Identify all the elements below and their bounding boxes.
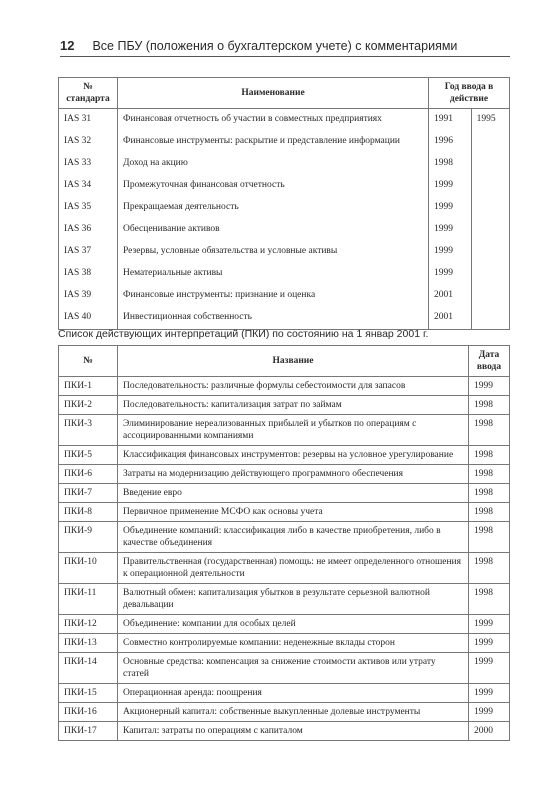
- table-row: [59, 684, 510, 703]
- table-header-row: [59, 346, 510, 377]
- effective-date: 1998: [469, 396, 510, 415]
- effective-date: 1998: [469, 522, 510, 553]
- interpretation-code: ПКИ-1: [59, 377, 118, 396]
- effective-year: 2001: [429, 307, 472, 330]
- table-row: [59, 484, 510, 503]
- interpretation-name: Акционерный капитал: собственные выкупленные долевые инструменты: [118, 703, 469, 722]
- table-row: [59, 634, 510, 653]
- effective-year: 1999: [429, 219, 472, 241]
- effective-date: 1998: [469, 503, 510, 522]
- effective-year: 1991: [429, 109, 472, 132]
- interpretation-code: ПКИ-12: [59, 615, 118, 634]
- interpretation-name: Правительственная (государственная) помощь: не имеет определенного отношения к операционной деятельности: [118, 553, 469, 584]
- interpretation-name: Объединение: компании для особых целей: [118, 615, 469, 634]
- revised-year: [471, 153, 509, 175]
- table-row: [59, 722, 510, 741]
- revised-year: [471, 241, 509, 263]
- standard-code: IAS 31: [59, 109, 118, 132]
- standard-name: Обесценивание активов: [118, 219, 429, 241]
- revised-year: [471, 307, 509, 330]
- interpretation-code: ПКИ-9: [59, 522, 118, 553]
- column-header: Год ввода в действие: [429, 78, 510, 109]
- interpretations-subtitle: Список действующих интерпретаций (ПКИ) по состоянию на 1 январ 2001 г.: [58, 328, 429, 340]
- table-row: [59, 175, 510, 197]
- interpretation-code: ПКИ-2: [59, 396, 118, 415]
- interpretation-code: ПКИ-3: [59, 415, 118, 446]
- standard-code: IAS 33: [59, 153, 118, 175]
- interpretation-name: Последовательность: различные формулы себестоимости для запасов: [118, 377, 469, 396]
- table-row: [59, 153, 510, 175]
- table-row: [59, 522, 510, 553]
- interpretation-code: ПКИ-14: [59, 653, 118, 684]
- table-row: [59, 241, 510, 263]
- table-row: [59, 703, 510, 722]
- table-row: [59, 109, 510, 132]
- revised-year: [471, 175, 509, 197]
- table-row: [59, 219, 510, 241]
- effective-date: 1999: [469, 377, 510, 396]
- interpretation-name: Совместно контролируемые компании: неденежные вклады сторон: [118, 634, 469, 653]
- table-row: [59, 377, 510, 396]
- effective-date: 1999: [469, 634, 510, 653]
- revised-year: [471, 263, 509, 285]
- standard-code: IAS 35: [59, 197, 118, 219]
- effective-year: 1998: [429, 153, 472, 175]
- standard-code: IAS 34: [59, 175, 118, 197]
- page-header: [60, 38, 510, 57]
- interpretation-code: ПКИ-5: [59, 446, 118, 465]
- interpretation-code: ПКИ-17: [59, 722, 118, 741]
- page-number: 12: [60, 38, 75, 53]
- table-row: [59, 263, 510, 285]
- standard-code: IAS 36: [59, 219, 118, 241]
- effective-date: 1998: [469, 446, 510, 465]
- standard-code: IAS 39: [59, 285, 118, 307]
- effective-date: 1998: [469, 553, 510, 584]
- standard-code: IAS 32: [59, 131, 118, 153]
- table-row: [59, 415, 510, 446]
- effective-year: 1999: [429, 241, 472, 263]
- interpretation-code: ПКИ-11: [59, 584, 118, 615]
- interpretation-name: Основные средства: компенсация за снижение стоимости активов или утрату статей: [118, 653, 469, 684]
- effective-year: 1996: [429, 131, 472, 153]
- effective-date: 1998: [469, 484, 510, 503]
- standard-code: IAS 40: [59, 307, 118, 330]
- interpretation-name: Классификация финансовых инструментов: резервы на условное урегулирование: [118, 446, 469, 465]
- interpretation-code: ПКИ-8: [59, 503, 118, 522]
- standard-name: Нематериальные активы: [118, 263, 429, 285]
- interpretation-name: Последовательность: капитализация затрат по займам: [118, 396, 469, 415]
- interpretation-name: Капитал: затраты по операциям с капиталом: [118, 722, 469, 741]
- effective-date: 1998: [469, 584, 510, 615]
- column-header: №: [59, 346, 118, 377]
- table-row: [59, 553, 510, 584]
- interpretation-code: ПКИ-16: [59, 703, 118, 722]
- standard-name: Финансовая отчетность об участии в совместных предприятиях: [118, 109, 429, 132]
- table-row: [59, 285, 510, 307]
- interpretation-code: ПКИ-7: [59, 484, 118, 503]
- interpretation-code: ПКИ-15: [59, 684, 118, 703]
- revised-year: [471, 285, 509, 307]
- revised-year: 1995: [471, 109, 509, 132]
- interpretation-name: Элиминирование нереализованных прибылей и убытков по операциям с ассоциированными компаниями: [118, 415, 469, 446]
- standard-name: Инвестиционная собственность: [118, 307, 429, 330]
- effective-date: 1999: [469, 615, 510, 634]
- table-row: [59, 131, 510, 153]
- effective-date: 1999: [469, 653, 510, 684]
- effective-year: 1999: [429, 263, 472, 285]
- standard-name: Доход на акцию: [118, 153, 429, 175]
- column-header: Название: [118, 346, 469, 377]
- interpretation-name: Введение евро: [118, 484, 469, 503]
- table-row: [59, 584, 510, 615]
- effective-year: 2001: [429, 285, 472, 307]
- interpretation-code: ПКИ-13: [59, 634, 118, 653]
- table-row: [59, 615, 510, 634]
- interpretation-name: Валютный обмен: капитализация убытков в результате серьезной валютной девальвации: [118, 584, 469, 615]
- revised-year: [471, 197, 509, 219]
- standards-table: [58, 77, 510, 330]
- effective-date: 1999: [469, 684, 510, 703]
- interpretation-name: Операционная аренда: поощрения: [118, 684, 469, 703]
- table-header-row: [59, 78, 510, 109]
- effective-year: 1999: [429, 197, 472, 219]
- table-row: [59, 653, 510, 684]
- standard-code: IAS 38: [59, 263, 118, 285]
- column-header: Наименование: [118, 78, 429, 109]
- interpretations-table: [58, 345, 510, 741]
- interpretation-name: Первичное применение МСФО как основы учета: [118, 503, 469, 522]
- effective-date: 2000: [469, 722, 510, 741]
- revised-year: [471, 219, 509, 241]
- table-row: [59, 503, 510, 522]
- table-row: [59, 197, 510, 219]
- interpretation-name: Затраты на модернизацию действующего программного обеспечения: [118, 465, 469, 484]
- table-row: [59, 465, 510, 484]
- column-header: Дата ввода: [469, 346, 510, 377]
- interpretation-code: ПКИ-10: [59, 553, 118, 584]
- standard-name: Финансовые инструменты: признание и оценка: [118, 285, 429, 307]
- table-row: [59, 446, 510, 465]
- effective-date: 1998: [469, 465, 510, 484]
- effective-date: 1998: [469, 415, 510, 446]
- interpretation-name: Объединение компаний: классификация либо в качестве приобретения, либо в качестве объединения: [118, 522, 469, 553]
- effective-year: 1999: [429, 175, 472, 197]
- table-row: [59, 396, 510, 415]
- standard-name: Прекращаемая деятельность: [118, 197, 429, 219]
- interpretation-code: ПКИ-6: [59, 465, 118, 484]
- running-title: Все ПБУ (положения о бухгалтерском учете) с комментариями: [92, 39, 458, 53]
- standard-name: Промежуточная финансовая отчетность: [118, 175, 429, 197]
- standard-name: Финансовые инструменты: раскрытие и представление информации: [118, 131, 429, 153]
- column-header: № стандарта: [59, 78, 118, 109]
- table-row: [59, 307, 510, 330]
- standard-code: IAS 37: [59, 241, 118, 263]
- standard-name: Резервы, условные обязательства и условные активы: [118, 241, 429, 263]
- effective-date: 1999: [469, 703, 510, 722]
- revised-year: [471, 131, 509, 153]
